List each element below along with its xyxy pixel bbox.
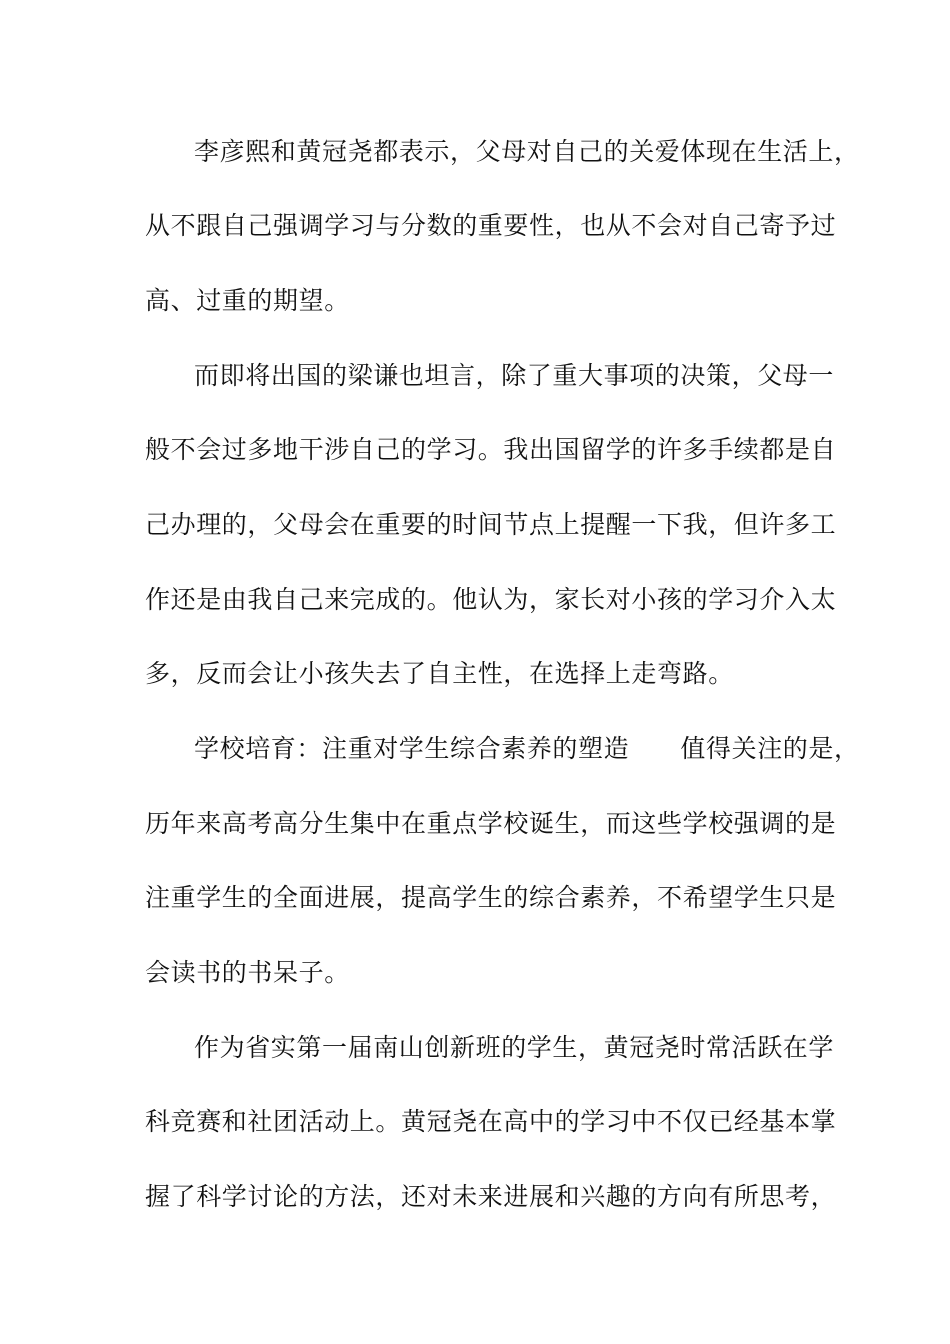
section-heading-line: 学校培育：注重对学生综合素养的塑造 值得关注的是，: [194, 734, 860, 763]
paragraph-line: 历年来高考高分生集中在重点学校诞生，而这些学校强调的是: [145, 809, 837, 838]
paragraph-line: 科竞赛和社团活动上。黄冠尧在高中的学习中不仅已经基本掌: [145, 1107, 837, 1136]
paragraph-line: 握了科学讨论的方法，还对未来进展和兴趣的方向有所思考，: [145, 1182, 837, 1211]
paragraph-line: 注重学生的全面进展，提高学生的综合素养，不希望学生只是: [145, 883, 837, 912]
paragraph-line: 从不跟自己强调学习与分数的重要性，也从不会对自己寄予过: [145, 211, 837, 240]
paragraph-line: 作为省实第一届南山创新班的学生，黄冠尧时常活跃在学: [194, 1033, 835, 1062]
paragraph-line: 般不会过多地干涉自己的学习。我出国留学的许多手续都是自: [145, 435, 837, 464]
paragraph-line: 会读书的书呆子。: [145, 958, 350, 987]
paragraph-line: 多，反而会让小孩失去了自主性，在选择上走弯路。: [145, 659, 734, 688]
paragraph-line: 高、过重的期望。: [145, 286, 350, 315]
paragraph-line: 李彦熙和黄冠尧都表示，父母对自己的关爱体现在生活上，: [194, 137, 860, 166]
paragraph-line: 作还是由我自己来完成的。他认为，家长对小孩的学习介入太: [145, 585, 837, 614]
paragraph-line: 己办理的，父母会在重要的时间节点上提醒一下我，但许多工: [145, 510, 837, 539]
paragraph-line: 而即将出国的梁谦也坦言，除了重大事项的决策，父母一: [194, 361, 835, 390]
